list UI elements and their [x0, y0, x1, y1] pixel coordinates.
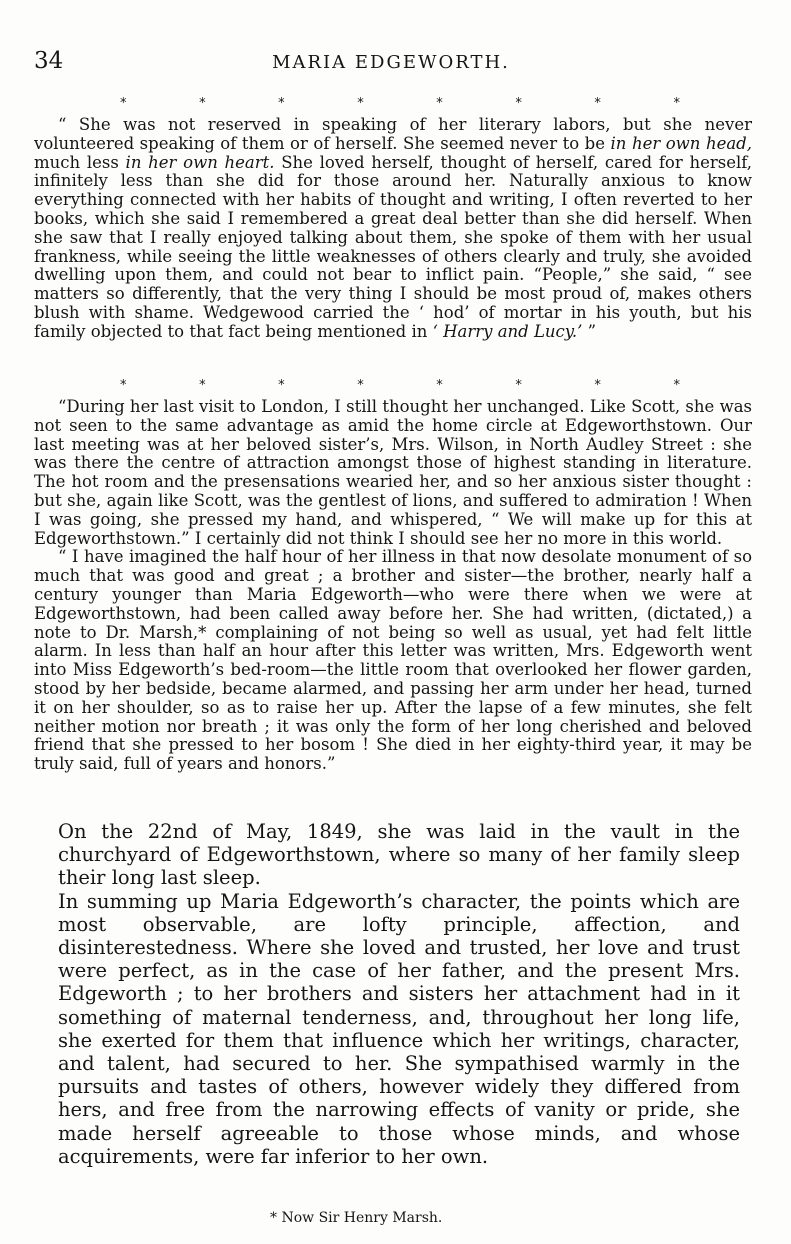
- separator-star: *: [199, 378, 206, 393]
- body-paragraph: On the 22nd of May, 1849, she was laid in the vault in the churchyard of Edgeworthstown, where so many of her family sleep their long last sleep.: [58, 820, 740, 890]
- separator-star: *: [278, 378, 285, 393]
- page-header: [34, 48, 748, 78]
- quote-emphasis: ‘ Harry and Lucy.’: [432, 321, 583, 341]
- quote-paragraph: “ I have imagined the half hour of her illness in that now desolate monument of so much that was good and great ; a brother and sister—the brother, nearly half a century younger than Maria Edgeworth—who were there when we were at Edgeworthstown, had been called away before her. She had written, (dictated,) a note to Dr. Marsh,* complaining of not being so well as usual, yet had felt little alarm. In less than half an hour after this letter was written, Mrs. Edgeworth went into Miss Edgeworth’s bed-room—the little room that overlooked her flower garden, stood by her bedside, became alarmed, and passing her arm under her head, turned it on her shoulder, so as to raise her up. After the lapse of a few minutes, she felt neither motion nor breath ; it was only the form of her long cherished and beloved friend that she pressed to her bosom ! She died in her eighty-third year, it may be truly said, full of years and honors.”: [34, 547, 752, 774]
- separator-star: *: [515, 96, 522, 111]
- separator-star: *: [436, 96, 443, 111]
- quote-paragraph: “During her last visit to London, I still thought her unchanged. Like Scott, she was not seen to the same advantage as amid the home circle at Edgeworthstown. Our last meeting was at her beloved sister’s, Mrs. Wilson, in North Audley Street : she was there the centre of attraction amongst those of highest standing in literature. The hot room and the presensations wearied her, and so her anxious sister thought : but she, again like Scott, was the gentlest of lions, and suffered to admiration ! When I was going, she pressed my hand, and whispered, “ We will make up for this at Edgeworthstown.” I certainly did not think I should see her no more in this world.: [34, 397, 752, 548]
- separator-star: *: [594, 378, 601, 393]
- separator-star: *: [199, 96, 206, 111]
- page-number: 34: [34, 48, 64, 74]
- quote-emphasis: in her own heart.: [125, 152, 275, 172]
- quote-block-2: [34, 398, 752, 774]
- quote-block-1: [34, 116, 752, 342]
- footnote: * Now Sir Henry Marsh.: [270, 1210, 443, 1226]
- separator-star: *: [278, 96, 285, 111]
- quote-paragraph: [34, 116, 752, 342]
- separator-star: *: [120, 96, 127, 111]
- separator-star: *: [357, 96, 364, 111]
- quote-text: “ She was not reserved in speaking of her literary labors, but she never volunteered speaking of them or of herself. She seemed never to be: [34, 115, 752, 153]
- section-separator: [120, 378, 680, 393]
- section-separator: [120, 96, 680, 111]
- quote-text: She loved herself, thought of herself, cared for herself, infinitely less than she did for those around her. Naturally anxious to know everything connected with her habits of thought and writing, I often reverted to her books, which she said I remembered a great deal better than she did herself. When she saw that I really enjoyed talking about them, she spoke of them with her usual frankness, while seeing the little weaknesses of others clearly and truly, she avoided dwelling upon them, and could not bear to inflict pain. “People,” she said, “ see matters so differently, that the very thing I should be most proud of, makes others blush with shame. Wedgewood carried the ‘ hod’ of mortar in his youth, but his family objected to that fact being mentioned in: [34, 152, 753, 341]
- separator-star: *: [357, 378, 364, 393]
- quote-emphasis: in her own head,: [610, 133, 752, 153]
- body-text: [58, 820, 740, 1168]
- separator-star: *: [673, 378, 680, 393]
- body-paragraph: In summing up Maria Edgeworth’s character, the points which are most observable, are lofty principle, affection, and disinterestedness. Where she loved and trusted, her love and trust were perfect, as in the case of her father, and the present Mrs. Edgeworth ; to her brothers and sisters her attachment had in it something of maternal tenderness, and, throughout her long life, she exerted for them that influence which her writings, character, and talent, had secured to her. She sympathised warmly in the pursuits and tastes of others, however widely they differed from hers, and free from the narrowing effects of vanity or pride, she made herself agreeable to those whose minds, and whose acquirements, were far inferior to her own.: [58, 889, 740, 1168]
- separator-star: *: [673, 96, 680, 111]
- separator-star: *: [120, 378, 127, 393]
- quote-text: ”: [582, 321, 597, 341]
- separator-star: *: [436, 378, 443, 393]
- running-title: MARIA EDGEWORTH.: [272, 52, 510, 73]
- separator-star: *: [515, 378, 522, 393]
- separator-star: *: [594, 96, 601, 111]
- quote-text: much less: [34, 152, 126, 172]
